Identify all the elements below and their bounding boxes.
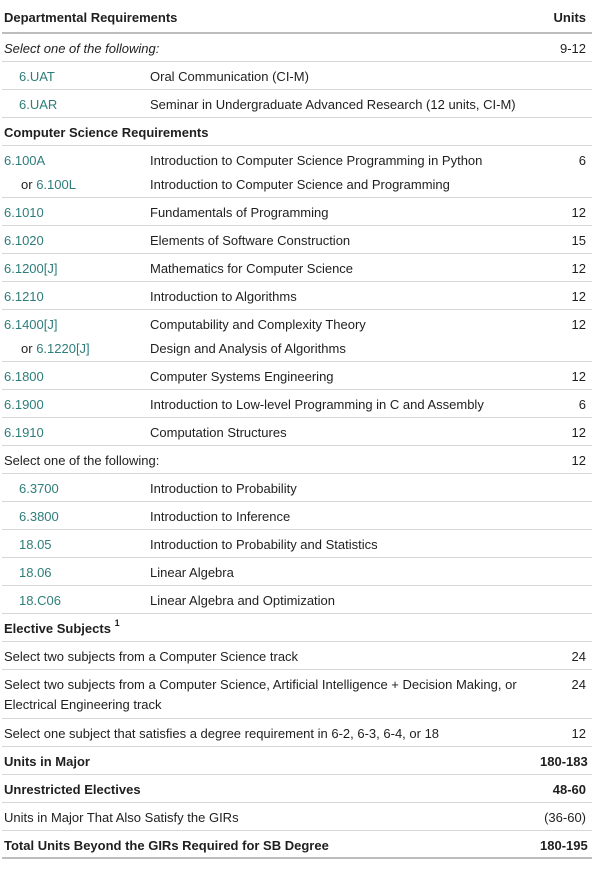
table-row bbox=[2, 641, 592, 669]
course-title: Linear Algebra bbox=[148, 557, 538, 585]
course-units bbox=[538, 501, 592, 529]
table-row bbox=[2, 585, 592, 613]
course-link-61200j[interactable]: 6.1200[J] bbox=[4, 260, 58, 276]
course-units bbox=[538, 61, 592, 89]
course-units: 12 bbox=[538, 417, 592, 445]
course-link-61900[interactable]: 6.1900 bbox=[4, 396, 44, 412]
course-link-61910[interactable]: 6.1910 bbox=[4, 424, 44, 440]
course-title: Introduction to Low-level Programming in C and Assembly bbox=[148, 389, 538, 417]
course-title: Computation Structures bbox=[148, 417, 538, 445]
total-row-major bbox=[2, 746, 592, 774]
course-title: Computer Systems Engineering bbox=[148, 361, 538, 389]
course-title: Introduction to Algorithms bbox=[148, 281, 538, 309]
course-units: 6 bbox=[538, 145, 592, 197]
table-row bbox=[2, 281, 592, 309]
total-units-label: Total Units Beyond the GIRs Required for SB Degree bbox=[2, 830, 538, 858]
course-units: 6 bbox=[538, 389, 592, 417]
course-units: 12 bbox=[538, 281, 592, 309]
course-title-alt: Introduction to Computer Science and Programming bbox=[150, 176, 450, 192]
course-link-6uar[interactable]: 6.UAR bbox=[19, 96, 58, 112]
section-heading-row bbox=[2, 117, 592, 145]
course-link-61010[interactable]: 6.1010 bbox=[4, 204, 44, 220]
course-title-alt: Design and Analysis of Algorithms bbox=[150, 340, 346, 356]
table-row bbox=[2, 253, 592, 281]
course-units: 15 bbox=[538, 225, 592, 253]
table-row bbox=[2, 529, 592, 557]
header-units: Units bbox=[538, 0, 592, 33]
total-row-unrestricted bbox=[2, 774, 592, 802]
course-units: 12 bbox=[538, 361, 592, 389]
elective-units: 24 bbox=[538, 641, 592, 669]
course-link-61220j[interactable]: 6.1220[J] bbox=[36, 340, 90, 356]
table-row bbox=[2, 225, 592, 253]
girs-label: Units in Major That Also Satisfy the GIRs bbox=[2, 802, 538, 830]
course-link-63800[interactable]: 6.3800 bbox=[19, 508, 59, 524]
total-row-sb bbox=[2, 830, 592, 858]
header-requirements: Departmental Requirements bbox=[2, 0, 538, 33]
elective-units: 12 bbox=[538, 718, 592, 746]
course-link-61210[interactable]: 6.1210 bbox=[4, 288, 44, 304]
table-row bbox=[2, 89, 592, 117]
section-heading-electives: Elective Subjects bbox=[4, 620, 111, 636]
course-units bbox=[538, 473, 592, 501]
unrestricted-electives-label: Unrestricted Electives bbox=[2, 774, 538, 802]
course-title: Fundamentals of Programming bbox=[148, 197, 538, 225]
course-title: Introduction to Probability and Statistics bbox=[148, 529, 538, 557]
table-row bbox=[2, 501, 592, 529]
course-link-63700[interactable]: 6.3700 bbox=[19, 480, 59, 496]
table-row bbox=[2, 417, 592, 445]
table-row bbox=[2, 309, 592, 361]
or-label: or bbox=[21, 340, 33, 356]
elective-units: 24 bbox=[538, 669, 592, 718]
dept-select-units: 9-12 bbox=[538, 33, 592, 61]
footnote-link[interactable]: 1 bbox=[114, 618, 120, 629]
course-units: 12 bbox=[538, 309, 592, 361]
requirements-table bbox=[2, 0, 592, 859]
unrestricted-electives-value: 48-60 bbox=[538, 774, 592, 802]
course-units: 12 bbox=[538, 253, 592, 281]
table-row bbox=[2, 473, 592, 501]
dept-select-label: Select one of the following: bbox=[2, 33, 538, 61]
course-title: Introduction to Computer Science Programming in Python bbox=[150, 152, 483, 168]
course-units bbox=[538, 529, 592, 557]
elective-text: Select two subjects from a Computer Science, Artificial Intelligence + Decision Making, or Electrical Engineering track bbox=[2, 669, 538, 718]
course-link-1805[interactable]: 18.05 bbox=[19, 536, 52, 552]
dept-select-row bbox=[2, 33, 592, 61]
course-units: 12 bbox=[538, 197, 592, 225]
course-units bbox=[538, 557, 592, 585]
elective-text: Select one subject that satisfies a degree requirement in 6-2, 6-3, 6-4, or 18 bbox=[2, 718, 538, 746]
table-row bbox=[2, 669, 592, 718]
course-units bbox=[538, 89, 592, 117]
course-link-1806[interactable]: 18.06 bbox=[19, 564, 52, 580]
or-label: or bbox=[21, 176, 33, 192]
course-title: Introduction to Inference bbox=[148, 501, 538, 529]
course-title: Oral Communication (CI-M) bbox=[148, 61, 538, 89]
course-units bbox=[538, 585, 592, 613]
course-link-6100l[interactable]: 6.100L bbox=[36, 176, 76, 192]
course-link-61400j[interactable]: 6.1400[J] bbox=[4, 316, 58, 332]
table-row bbox=[2, 145, 592, 197]
elective-text: Select two subjects from a Computer Science track bbox=[2, 641, 538, 669]
course-title: Mathematics for Computer Science bbox=[148, 253, 538, 281]
units-in-major-label: Units in Major bbox=[2, 746, 538, 774]
cs-select-units: 12 bbox=[538, 445, 592, 473]
course-link-6100a[interactable]: 6.100A bbox=[4, 152, 46, 168]
girs-value: (36-60) bbox=[538, 802, 592, 830]
table-header-row bbox=[2, 0, 592, 33]
course-title: Computability and Complexity Theory bbox=[150, 316, 366, 332]
table-row bbox=[2, 61, 592, 89]
table-row bbox=[2, 361, 592, 389]
table-row bbox=[2, 718, 592, 746]
cs-select-label: Select one of the following: bbox=[2, 445, 538, 473]
course-title: Linear Algebra and Optimization bbox=[148, 585, 538, 613]
course-link-61020[interactable]: 6.1020 bbox=[4, 232, 44, 248]
section-heading-row bbox=[2, 613, 592, 641]
course-link-61800[interactable]: 6.1800 bbox=[4, 368, 44, 384]
course-link-18c06[interactable]: 18.C06 bbox=[19, 592, 61, 608]
table-row bbox=[2, 389, 592, 417]
total-row-girs bbox=[2, 802, 592, 830]
table-row bbox=[2, 557, 592, 585]
units-in-major-value: 180-183 bbox=[538, 746, 592, 774]
course-title: Introduction to Probability bbox=[148, 473, 538, 501]
section-heading-cs: Computer Science Requirements bbox=[2, 117, 592, 145]
cs-select-row bbox=[2, 445, 592, 473]
table-row bbox=[2, 197, 592, 225]
course-link-6uat[interactable]: 6.UAT bbox=[19, 68, 55, 84]
total-units-value: 180-195 bbox=[538, 830, 592, 858]
course-title: Elements of Software Construction bbox=[148, 225, 538, 253]
course-title: Seminar in Undergraduate Advanced Research (12 units, CI-M) bbox=[148, 89, 538, 117]
